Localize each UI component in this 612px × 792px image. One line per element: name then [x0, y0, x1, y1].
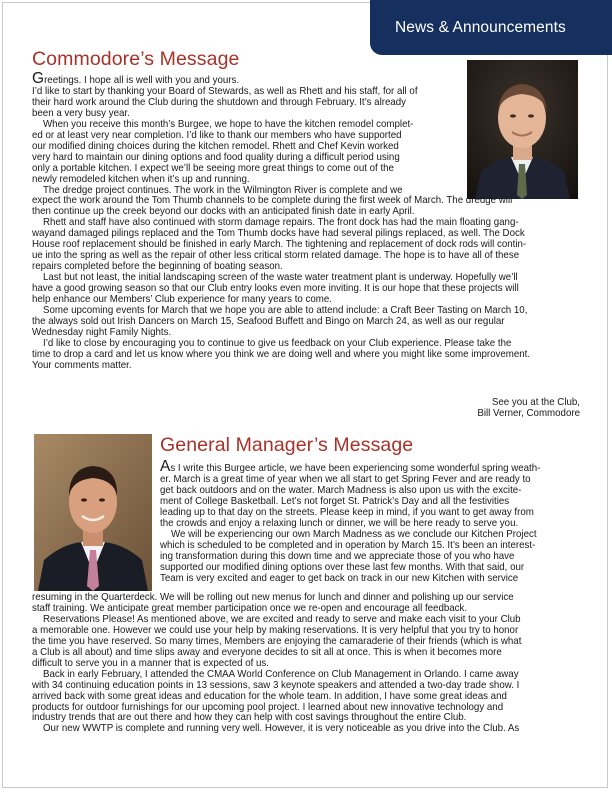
gm-line: a Club is all about) and time slips away and everyone decides to sit all at once. This is when it becomes more [32, 646, 502, 658]
commodore-line: I’d like to close by encouraging you to continue to give us feedback on your Club experience. Please take the [43, 337, 512, 349]
section-banner [370, 0, 612, 55]
gm-line: get back outdoors and on the water. March Madness is also upon us with the excite- [160, 484, 522, 496]
commodore-line: their hard work around the Club during the shutdown and through February. It’s already [32, 96, 407, 108]
gm-line: s I write this Burgee article, we have been experiencing some wonderful spring weath- [170, 463, 541, 474]
commodore-signoff: See you at the Club, [491, 397, 580, 408]
gm-line: the time you have reserved. So many times, Members are enjoying the camaraderie of their friends (which is what [32, 635, 522, 647]
gm-line: Back in early February, I attended the CMAA World Conference on Club Management in Orlando. I came away [43, 668, 519, 680]
gm-line: arrived back with some great ideas and education for the whole team. In addition, I have some great ideas and [32, 690, 507, 702]
commodore-line: Last but not least, the initial landscaping screen of the waste water treatment plant is underway. Hopefully we’ll [43, 272, 518, 284]
gm-line: ing transformation during this down time and we appreciate those of you who have [160, 550, 515, 562]
commodore-line: time to drop a card and let us know where you think we are doing well and where you might like some improvement. [32, 348, 531, 360]
commodore-line: The dredge project continues. The work in the Wilmington River is complete and we [43, 184, 403, 196]
gm-line: staff training. We anticipate great member participation once we re-open and encourage all feedback. [32, 602, 468, 614]
gm-line: supported our modified dining options over these last few months. With that said, our [160, 561, 525, 573]
gm-line: which is scheduled to be completed and in operation by March 15. It’s been an interest- [160, 539, 536, 551]
gm-line: Reservations Please! As mentioned above, we are excited and ready to serve and make each visit to your Club [43, 613, 521, 625]
commodore-line: newly remodeled kitchen when it’s up and running. [32, 173, 250, 185]
gm-line: industry trends that are out there and how they can help with cost savings throughout the entire Club. [32, 712, 467, 724]
gm-heading: General Manager’s Message [160, 434, 414, 456]
commodore-line: have a good growing season so that our Club entry looks even more inviting. It is our hope that these projects will [32, 283, 519, 295]
gm-line: resuming in the Quarterdeck. We will be rolling out new menus for lunch and dinner and polishing up our service [32, 592, 514, 603]
commodore-line: ed or at least very near completion. I’d like to thank our members who have supported [32, 129, 402, 141]
gm-line: Team is very excited and eager to get back on track in our new Kitchen with service [160, 572, 519, 584]
gm-line: with 34 continuing education points in 13 sessions, saw 3 keynote speakers and attended a two-day trade show. I [32, 679, 520, 691]
commodore-line: expect the work around the Tom Thumb channels to be complete during the first week of March. The dredge will [32, 195, 513, 207]
commodore-line: wayand damaged pilings replaced and the Tom Thumb docks have had several pilings replaced, as well. The Dock [32, 228, 525, 240]
gm-portrait-image [34, 434, 152, 591]
commodore-line: Wednesday night Family Nights. [32, 326, 172, 338]
commodore-dropcap: G [32, 70, 45, 87]
commodore-line: the always sold out Irish Dancers on March 15, Seafood Buffett and Bingo on March 24, as well as our regular [32, 315, 505, 327]
commodore-line: only a portable kitchen. I expect we’ll be seeing more great things to come out of the [32, 162, 394, 174]
commodore-heading: Commodore’s Message [32, 48, 240, 70]
gm-line: ment of College Basketball. Let’s not forget St. Patrick’s Day and all the festivities [160, 495, 510, 507]
commodore-line: then continue up the creek beyond our docks with an anticipated finish date in early April. [32, 206, 415, 218]
gm-dropcap: A [160, 458, 171, 475]
commodore-line: help enhance our Members’ Club experience for many years to come. [32, 294, 332, 306]
gm-line: difficult to serve you in a manner that is expected of us. [32, 657, 269, 669]
commodore-line: ue into the spring as well as the repair of other less critical storm related damage. The hope is to have all of these [32, 250, 520, 262]
section-title: News & Announcements [395, 19, 566, 36]
commodore-line: When you receive this month’s Burgee, we hope to have the kitchen remodel complet- [43, 118, 414, 130]
commodore-line: very hard to maintain our dining options and food quality during a difficult period using [32, 151, 400, 163]
gm-body-bottom [32, 593, 521, 735]
commodore-signature-block [477, 397, 580, 419]
commodore-line: I’d like to start by thanking your Board of Stewards, as well as Rhett and his staff, for all of [32, 85, 418, 97]
commodore-line: reetings. I hope all is well with you and yours. [44, 75, 240, 86]
commodore-signature: Bill Verner, Commodore [477, 408, 580, 419]
commodore-line: Some upcoming events for March that we hope you are able to attend include: a Craft Beer Tasting on March 10, [43, 305, 528, 317]
gm-line: Our new WWTP is complete and running very well. However, it is very noticeable as you drive into the Club. As [43, 723, 520, 735]
commodore-line: Rhett and staff have also continued with storm damage repairs. The front dock has had the main floating gang- [43, 217, 519, 229]
gm-line: We will be experiencing our own March Madness as we conclude our Kitchen Project [171, 528, 537, 540]
gm-photo [34, 434, 152, 591]
gm-line: a memorable one. However we could use your help by making reservations. It is very helpful that you try to honor [32, 624, 519, 636]
commodore-body [32, 70, 531, 372]
gm-body-top [160, 458, 541, 584]
gm-line: leading up to that day on the streets. Please keep in mind, if you want to get away from [160, 506, 534, 518]
gm-line: the crowds and enjoy a relaxing lunch or dinner, we will be here ready to serve you. [160, 517, 519, 529]
commodore-line: House roof replacement should be finished in early March. The tightening and replacement of dock rods will contin- [32, 239, 527, 251]
commodore-line: been a very busy year. [32, 107, 130, 119]
gm-line: products for outdoor furnishings for our upcoming pool project. I learned about new innovative technology and [32, 701, 504, 713]
commodore-line: repairs completed before the beginning of boating season. [32, 261, 283, 273]
commodore-line: Your comments matter. [32, 359, 132, 371]
commodore-line: our modified dining choices during the kitchen remodel. Rhett and Chef Kevin worked [32, 140, 399, 152]
gm-line: er. March is a great time of year when we all start to get Spring Fever and are ready to [160, 473, 531, 485]
